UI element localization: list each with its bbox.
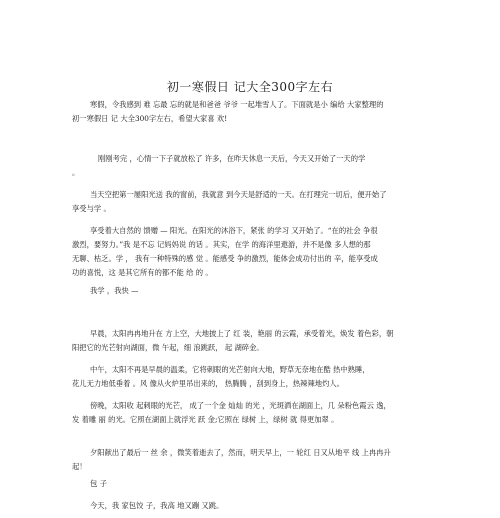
text-line: 刚刚考完 ，心情一下子就放松了 许多，在昨天休息一天后，今天又开始了一天的学 [98,154,366,163]
text-line: 无聊、枯乏。学 ， 我有一种特殊的感 觉 。能感受 争的激烈，能体会成功付出的 辛，能享受成 [72,254,378,263]
text-line: 享受着大自然的 馈赠 — 阳光。在阳光的沐浴下，紧张 的学习 又开始了。“在的社会 争很 [90,226,378,235]
text-line: 起！ [72,462,87,471]
text-line: 我学 ，我快 — [90,286,139,295]
text-line: 激烈，要努力。”我 是不忘 记妈妈说 的话 。其实，在学 的海洋里遨游，并不是像 多人想的那 [72,240,371,249]
text-line: 功的喜悦，这 是其它所有的都不能 给 的 。 [72,268,213,277]
text-line: 花儿无力地低垂着 。风 像从火炉里吊出来的， 热腾腾 ，刮到身上，热辣辣地灼人。 [72,379,344,388]
text-line: 。 [72,168,80,177]
text-line: 傍晚，太阳收 起刺眼的光芒， 成了一个金 灿灿 的光 ，光斑洒在湖面上，几 朵粉色霞云 逸， [90,401,391,410]
text-line: 当天空把第一屡阳光送 我的窗前，我就意 到今天是舒适的一天。在打理完一切后，便开始了 [90,190,387,199]
page-title: 初一寒假日 记大全300字左右 [166,80,334,94]
text-line: 发 着雕 丽 的光。它照在湖面上就浮光 跃 金;它照在 绿树 上，绿树 就 得更加翠 。 [72,415,339,424]
text-line: 寒假，令我感到 难 忘最 忘的就是和爸爸 爷爷 一起堆雪人了。下面就是小 编给 大家整理的 [90,100,384,109]
text-line: 包 子 [90,479,107,488]
text-line: 今天，我 家包饺 子，我高 地又蹦 又跳。 [90,501,224,510]
text-line: 初一寒假日 记 大全300字左右，希望大家喜 欢! [72,114,228,123]
text-line: 享受与学 。 [72,204,111,213]
text-line: 夕阳献出了最后一 丝 余 ，微笑着逝去了，然而，明天早上，一 轮红 日又从地平 线 上冉冉升 [90,448,391,457]
text-line: 阳把它的光芒射向湖面，微 午起，细 浪跳跃， 起 湖碎金。 [72,343,264,352]
text-line: 早晨，太阳冉冉地升在 方上空，大地披上了 红 装，艳丽 的云霞，承受着光，焕发 着色彩，朝 [90,329,394,338]
text-line: 中午，太阳不再是早晨的温柔，它将刺眼的光芒射向大地，野草无奈地在酷 热中熟睡， [90,365,370,374]
